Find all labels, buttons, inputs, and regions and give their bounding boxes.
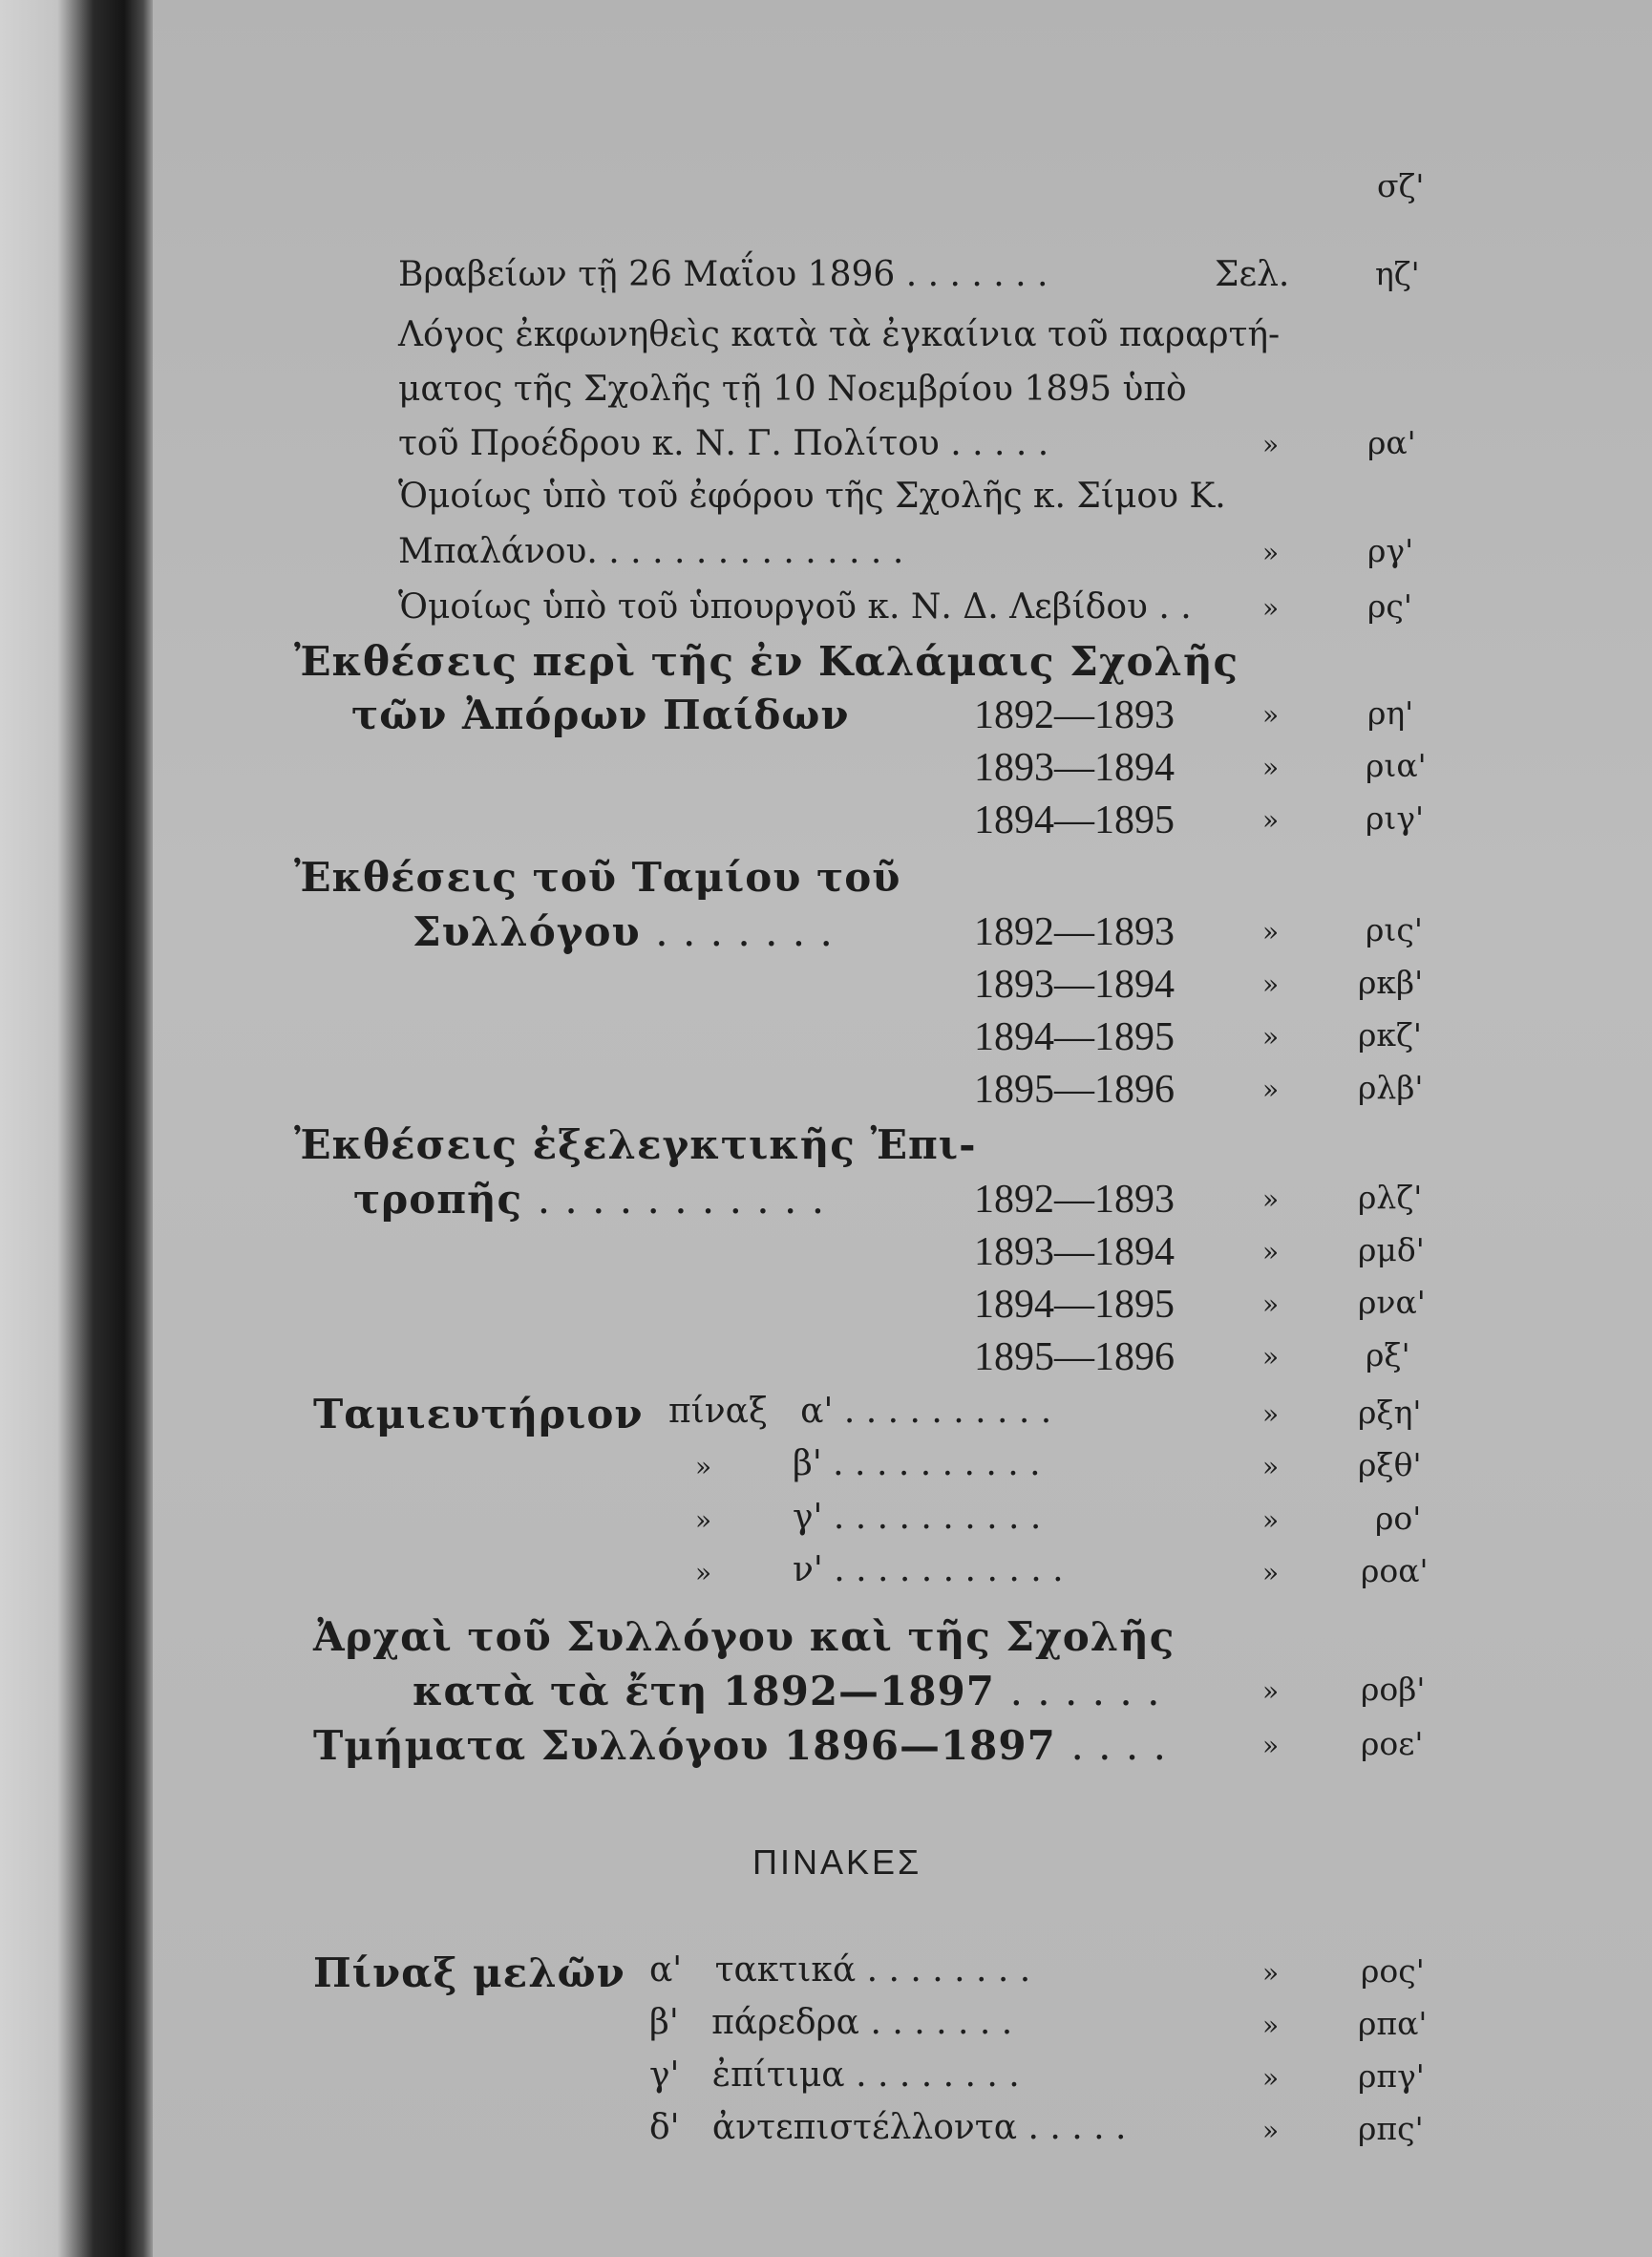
toc-heading: Ἐκθέσεις τοῦ Ταμίου τοῦ [294, 854, 901, 901]
page-ref: ροβ' [1361, 1671, 1426, 1708]
ditto-mark: » [1262, 1451, 1280, 1482]
toc-heading: Ταμιευτήριον [313, 1391, 644, 1437]
page-ref: ργ' [1367, 532, 1414, 569]
page-ref: ριγ' [1366, 799, 1425, 837]
year-range: 1895—1896 [974, 1335, 1175, 1379]
ditto-mark: » [1262, 1504, 1280, 1536]
page-ref: ρια' [1366, 747, 1427, 784]
year-range: 1893—1894 [974, 746, 1175, 790]
section-title: ΠΙΝΑΚΕΣ [752, 1842, 922, 1882]
ditto-mark: » [1262, 2115, 1280, 2146]
page-ref: ρλζ' [1358, 1179, 1423, 1216]
year-range: 1892—1893 [974, 910, 1175, 954]
page-ref: ρξ' [1366, 1336, 1410, 1373]
ditto-mark: » [1262, 1183, 1280, 1215]
page-ref: ροε' [1361, 1725, 1424, 1762]
members-table-row: α' τακτικά . . . . . . . . [649, 1950, 1031, 1990]
toc-heading: Ἀρχαὶ τοῦ Συλλόγου καὶ τῆς Σχολῆς [313, 1613, 1175, 1660]
page-ref: ρξθ' [1358, 1446, 1422, 1483]
page-ref: ρπς' [1358, 2110, 1424, 2147]
members-table-row: δ' ἀντεπιστέλλοντα . . . . . [649, 2108, 1127, 2147]
toc-heading: Ἐκθέσεις περὶ τῆς ἐν Καλάμαις Σχολῆς [294, 638, 1239, 685]
year-range: 1894—1895 [974, 798, 1175, 842]
page-ref: ρξη' [1358, 1394, 1422, 1431]
ditto-mark: » [1262, 592, 1280, 624]
ditto-mark: » [1262, 1730, 1280, 1761]
page-ref: ρπγ' [1358, 2057, 1425, 2095]
ditto-mark: » [1262, 1288, 1280, 1320]
toc-heading: Τμήματα Συλλόγου 1896—1897 . . . . [313, 1722, 1167, 1769]
year-range: 1892—1893 [974, 1178, 1175, 1222]
ditto-mark: » [1262, 1341, 1280, 1373]
toc-entry-awards: Βραβείων τῇ 26 Μαΐου 1896 . . . . . . . [398, 255, 1048, 294]
ditto-mark: » [1262, 699, 1280, 731]
members-table-row: β' πάρεδρα . . . . . . . [649, 2003, 1013, 2042]
page-ref: ρη' [1367, 694, 1414, 732]
toc-heading: Πίναξ μελῶν [313, 1949, 625, 1996]
ditto-mark: » [1262, 429, 1280, 460]
ditto-mark: » [1262, 537, 1280, 568]
ditto-mark: » [1262, 1021, 1280, 1053]
year-range: 1895—1896 [974, 1068, 1175, 1112]
year-range: 1893—1894 [974, 963, 1175, 1007]
toc-entry-speech-line: Ὁμοίως ὑπὸ τοῦ ἐφόρου τῆς Σχολῆς κ. Σίμου Κ. [398, 477, 1226, 516]
page-ref: ρπα' [1358, 2005, 1428, 2042]
ditto-mark: » [695, 1557, 712, 1588]
toc-entry-speech-line: τοῦ Προέδρου κ. Ν. Γ. Πολίτου . . . . . [398, 424, 1049, 463]
ditto-mark: » [695, 1504, 712, 1536]
page-ref: ρκζ' [1358, 1016, 1422, 1054]
toc-entry-speech-line: Μπαλάνου. . . . . . . . . . . . . . . [398, 532, 904, 571]
book-spine-shadow [0, 0, 153, 2257]
page-ref: ρνα' [1358, 1284, 1426, 1321]
toc-heading: Συλλόγου . . . . . . . [413, 908, 834, 955]
table-label: γ' . . . . . . . . . . [793, 1498, 1042, 1537]
ditto-mark: » [1262, 1557, 1280, 1588]
book-page [153, 0, 1652, 2257]
toc-heading: κατὰ τὰ ἔτη 1892—1897 . . . . . . [413, 1668, 1161, 1714]
ditto-mark: » [1262, 752, 1280, 783]
ditto-mark: » [1262, 1675, 1280, 1707]
table-label: ν' . . . . . . . . . . . [793, 1550, 1064, 1589]
page-ref: ρς' [1367, 587, 1412, 625]
page-ref: ρλβ' [1358, 1069, 1424, 1106]
year-range: 1894—1895 [974, 1283, 1175, 1327]
page-number: σζ' [1377, 167, 1425, 204]
page-ref: ρις' [1366, 911, 1423, 948]
ditto-mark: » [1262, 2010, 1280, 2041]
ditto-mark: » [1262, 1074, 1280, 1105]
ditto-mark: » [1262, 1398, 1280, 1430]
year-range: 1894—1895 [974, 1015, 1175, 1059]
year-range: 1892—1893 [974, 693, 1175, 737]
table-label: πίναξ α' . . . . . . . . . . [668, 1392, 1052, 1431]
toc-entry-speech-line: Λόγος ἐκφωνηθεὶς κατὰ τὰ ἐγκαίνια τοῦ παραρτή- [398, 315, 1281, 354]
page-ref: ρο' [1375, 1500, 1422, 1537]
ditto-mark: » [1262, 916, 1280, 948]
ditto-mark: » [1262, 804, 1280, 836]
ditto-mark: » [1262, 969, 1280, 1000]
page-ref: ρος' [1361, 1952, 1425, 1990]
members-table-row: γ' ἐπίτιμα . . . . . . . . [649, 2055, 1020, 2095]
year-range: 1893—1894 [974, 1230, 1175, 1274]
ditto-mark: » [1262, 1957, 1280, 1989]
page-label: Σελ. [1215, 255, 1290, 294]
ditto-mark: » [1262, 1236, 1280, 1267]
page-ref: ρμδ' [1358, 1231, 1425, 1268]
table-label: β' . . . . . . . . . . [793, 1444, 1041, 1483]
ditto-mark: » [695, 1451, 712, 1482]
page-ref: ρκβ' [1358, 964, 1424, 1001]
toc-entry-speech-line: Ὁμοίως ὑπὸ τοῦ ὑπουργοῦ κ. Ν. Δ. Λεβίδου . . [398, 587, 1192, 627]
page-ref: ροα' [1361, 1552, 1429, 1589]
toc-heading: τροπῆς . . . . . . . . . . . [353, 1176, 826, 1223]
toc-heading: τῶν Ἀπόρων Παίδων [351, 692, 850, 738]
page-ref: ηζ' [1375, 255, 1420, 292]
page-ref: ρα' [1367, 424, 1416, 461]
ditto-mark: » [1262, 2062, 1280, 2094]
toc-entry-speech-line: ματος τῆς Σχολῆς τῇ 10 Νοεμβρίου 1895 ὑπὸ [398, 370, 1187, 409]
toc-heading: Ἐκθέσεις ἐξελεγκτικῆς Ἐπι- [294, 1121, 977, 1168]
